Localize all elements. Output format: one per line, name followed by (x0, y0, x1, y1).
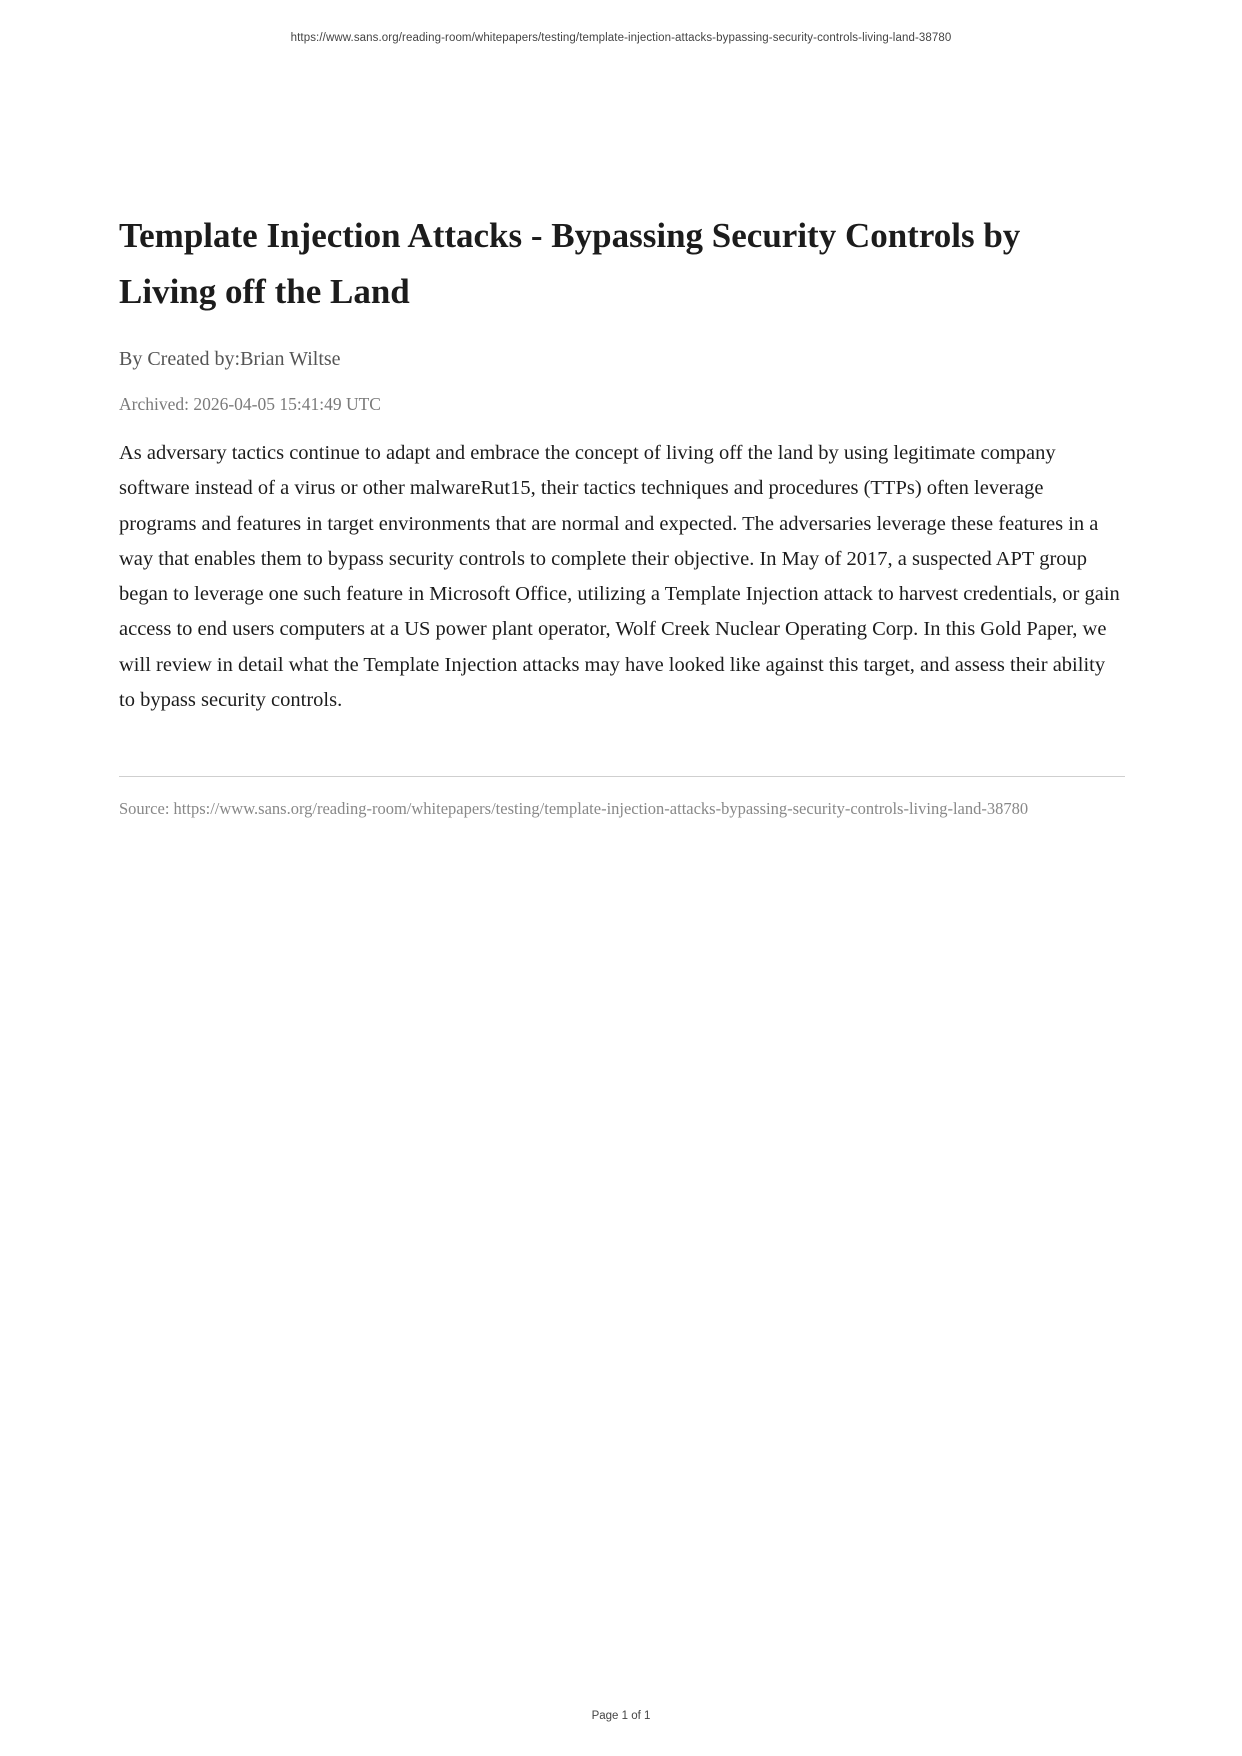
source-citation: Source: https://www.sans.org/reading-room/whitepapers/testing/template-injection-attacks-bypassing-security-controls-living-land-38780 (119, 799, 1029, 819)
page-number: Page 1 of 1 (591, 1710, 651, 1722)
document-content (119, 208, 1125, 821)
archived-timestamp: Archived: 2026-04-05 15:41:49 UTC (119, 394, 381, 414)
document-title: Template Injection Attacks - Bypassing Security Controls by Living off the Land (119, 216, 1021, 311)
print-header-url: https://www.sans.org/reading-room/whitepapers/testing/template-injection-attacks-bypassing-security-controls-living-land-38780 (290, 32, 952, 44)
abstract-paragraph: As adversary tactics continue to adapt and embrace the concept of living off the land by using legitimate company software instead of a virus or other malwareRut15, their tactics techniques and procedures (TTPs) often leverage programs and features in target environments that are normal and expected. The adversaries leverage these features in a way that enables them to bypass security controls to complete their objective. In May of 2017, a suspected APT group began to leverage one such feature in Microsoft Office, utilizing a Template Injection attack to harvest credentials, or gain access to end users computers at a US power plant operator, Wolf Creek Nuclear Operating Corp. In this Gold Paper, we will review in detail what the Template Injection attacks may have looked like against this target, and assess their ability to bypass security controls. (119, 442, 1120, 712)
source-divider (119, 776, 1125, 777)
author-byline: By Created by:Brian Wiltse (119, 348, 341, 370)
